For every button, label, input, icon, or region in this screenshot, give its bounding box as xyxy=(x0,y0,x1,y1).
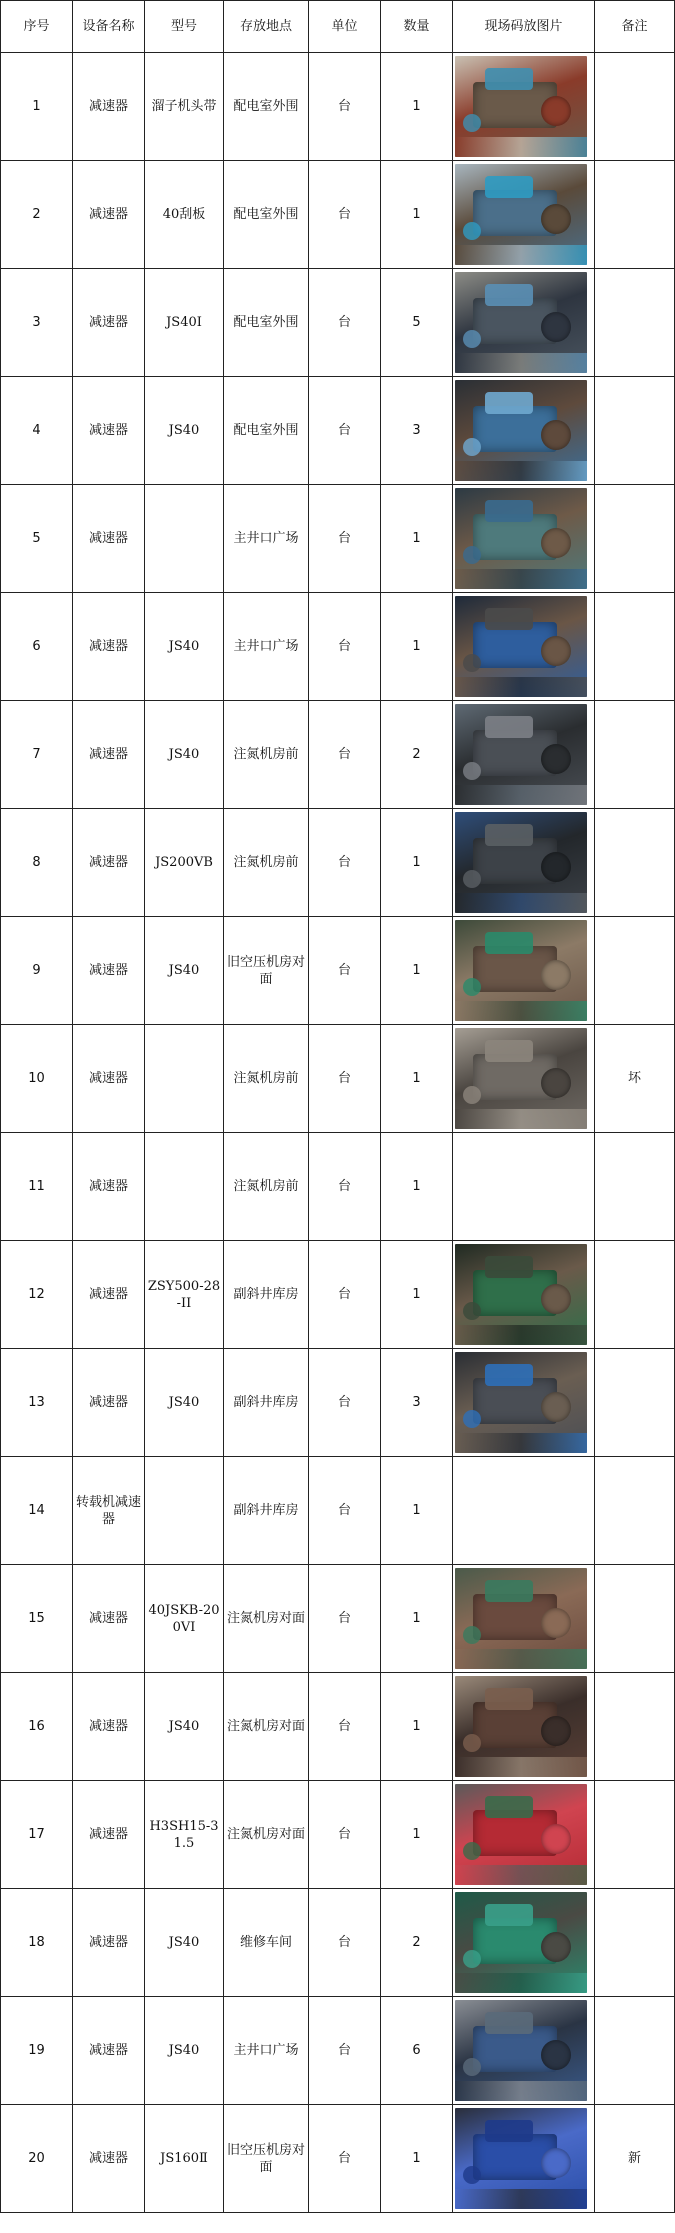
cell-model xyxy=(145,1025,224,1133)
cell-photo xyxy=(453,593,595,701)
cell-photo xyxy=(453,1133,595,1241)
table-row xyxy=(1,1133,675,1241)
cell-no: 7 xyxy=(1,701,73,809)
cell-qty: 1 xyxy=(381,161,453,269)
site-photo xyxy=(455,56,587,157)
cell-location: 副斜井库房 xyxy=(224,1457,309,1565)
site-photo xyxy=(455,164,587,265)
table-row xyxy=(1,809,675,917)
cell-no: 12 xyxy=(1,1241,73,1349)
cell-unit: 台 xyxy=(309,917,381,1025)
cell-no: 1 xyxy=(1,53,73,161)
cell-qty: 1 xyxy=(381,53,453,161)
cell-unit: 台 xyxy=(309,161,381,269)
cell-qty: 2 xyxy=(381,1889,453,1997)
cell-photo xyxy=(453,1349,595,1457)
cell-name: 减速器 xyxy=(73,1997,145,2105)
cell-name: 减速器 xyxy=(73,2105,145,2213)
cell-name: 减速器 xyxy=(73,917,145,1025)
cell-location: 旧空压机房对面 xyxy=(224,917,309,1025)
cell-no: 2 xyxy=(1,161,73,269)
cell-name: 减速器 xyxy=(73,1565,145,1673)
cell-location: 注氮机房前 xyxy=(224,809,309,917)
cell-remark xyxy=(595,269,675,377)
cell-location: 主井口广场 xyxy=(224,593,309,701)
cell-photo xyxy=(453,917,595,1025)
cell-qty: 1 xyxy=(381,1565,453,1673)
site-photo xyxy=(455,704,587,805)
cell-name: 减速器 xyxy=(73,1133,145,1241)
cell-model: ZSY500-28-II xyxy=(145,1241,224,1349)
cell-remark xyxy=(595,1673,675,1781)
cell-unit: 台 xyxy=(309,1133,381,1241)
site-photo xyxy=(455,2108,587,2209)
cell-unit: 台 xyxy=(309,593,381,701)
cell-unit: 台 xyxy=(309,1457,381,1565)
cell-qty: 6 xyxy=(381,1997,453,2105)
cell-unit: 台 xyxy=(309,809,381,917)
cell-location: 配电室外围 xyxy=(224,377,309,485)
table-row xyxy=(1,701,675,809)
cell-remark xyxy=(595,809,675,917)
cell-location: 注氮机房对面 xyxy=(224,1673,309,1781)
cell-name: 减速器 xyxy=(73,1673,145,1781)
cell-location: 维修车间 xyxy=(224,1889,309,1997)
cell-model: 40JSKB-200VI xyxy=(145,1565,224,1673)
cell-location: 副斜井库房 xyxy=(224,1349,309,1457)
cell-model: JS40 xyxy=(145,917,224,1025)
cell-model: JS40 xyxy=(145,1349,224,1457)
cell-photo xyxy=(453,1025,595,1133)
cell-name: 减速器 xyxy=(73,809,145,917)
cell-name: 减速器 xyxy=(73,161,145,269)
site-photo xyxy=(455,596,587,697)
cell-unit: 台 xyxy=(309,377,381,485)
cell-photo xyxy=(453,1565,595,1673)
cell-no: 19 xyxy=(1,1997,73,2105)
site-photo xyxy=(455,488,587,589)
table-row xyxy=(1,377,675,485)
cell-location: 注氮机房前 xyxy=(224,1025,309,1133)
site-photo xyxy=(455,1676,587,1777)
cell-unit: 台 xyxy=(309,53,381,161)
cell-no: 17 xyxy=(1,1781,73,1889)
table-row xyxy=(1,269,675,377)
cell-no: 18 xyxy=(1,1889,73,1997)
cell-remark xyxy=(595,1781,675,1889)
cell-name: 减速器 xyxy=(73,1025,145,1133)
cell-location: 配电室外围 xyxy=(224,269,309,377)
cell-name: 减速器 xyxy=(73,593,145,701)
header-remark: 备注 xyxy=(595,1,675,53)
cell-no: 4 xyxy=(1,377,73,485)
cell-photo xyxy=(453,1889,595,1997)
cell-remark xyxy=(595,1565,675,1673)
cell-photo xyxy=(453,1241,595,1349)
site-photo xyxy=(455,1892,587,1993)
cell-model: 溜子机头带 xyxy=(145,53,224,161)
cell-qty: 1 xyxy=(381,485,453,593)
header-no: 序号 xyxy=(1,1,73,53)
header-location: 存放地点 xyxy=(224,1,309,53)
site-photo xyxy=(455,1244,587,1345)
site-photo xyxy=(455,1028,587,1129)
cell-no: 3 xyxy=(1,269,73,377)
cell-remark xyxy=(595,161,675,269)
cell-qty: 1 xyxy=(381,1673,453,1781)
cell-name: 转载机减速器 xyxy=(73,1457,145,1565)
cell-location: 配电室外围 xyxy=(224,161,309,269)
cell-remark xyxy=(595,485,675,593)
table-row xyxy=(1,1025,675,1133)
cell-qty: 1 xyxy=(381,1781,453,1889)
table-row xyxy=(1,1565,675,1673)
cell-model xyxy=(145,1457,224,1565)
header-unit: 单位 xyxy=(309,1,381,53)
site-photo xyxy=(455,2000,587,2101)
table-row xyxy=(1,1997,675,2105)
cell-remark: 新 xyxy=(595,2105,675,2213)
cell-remark xyxy=(595,701,675,809)
cell-model: JS200VB xyxy=(145,809,224,917)
cell-qty: 3 xyxy=(381,377,453,485)
cell-no: 5 xyxy=(1,485,73,593)
cell-photo xyxy=(453,2105,595,2213)
cell-remark xyxy=(595,593,675,701)
cell-photo xyxy=(453,701,595,809)
cell-unit: 台 xyxy=(309,269,381,377)
table-row xyxy=(1,1349,675,1457)
header-model: 型号 xyxy=(145,1,224,53)
cell-model: JS40I xyxy=(145,269,224,377)
site-photo xyxy=(455,1568,587,1669)
site-photo xyxy=(455,1784,587,1885)
cell-model xyxy=(145,485,224,593)
table-row xyxy=(1,2105,675,2213)
site-photo xyxy=(455,812,587,913)
cell-no: 9 xyxy=(1,917,73,1025)
cell-remark xyxy=(595,1133,675,1241)
cell-photo xyxy=(453,377,595,485)
site-photo xyxy=(455,272,587,373)
cell-name: 减速器 xyxy=(73,1241,145,1349)
cell-photo xyxy=(453,269,595,377)
cell-location: 副斜井库房 xyxy=(224,1241,309,1349)
cell-remark xyxy=(595,377,675,485)
cell-photo xyxy=(453,1997,595,2105)
cell-remark xyxy=(595,1997,675,2105)
cell-name: 减速器 xyxy=(73,1889,145,1997)
cell-name: 减速器 xyxy=(73,485,145,593)
cell-name: 减速器 xyxy=(73,1349,145,1457)
cell-no: 15 xyxy=(1,1565,73,1673)
cell-qty: 1 xyxy=(381,1241,453,1349)
table-row xyxy=(1,53,675,161)
cell-remark xyxy=(595,1889,675,1997)
cell-no: 20 xyxy=(1,2105,73,2213)
cell-model: 40刮板 xyxy=(145,161,224,269)
cell-photo xyxy=(453,1673,595,1781)
cell-remark xyxy=(595,917,675,1025)
cell-unit: 台 xyxy=(309,1781,381,1889)
site-photo xyxy=(455,380,587,481)
cell-no: 14 xyxy=(1,1457,73,1565)
site-photo xyxy=(455,1352,587,1453)
cell-qty: 2 xyxy=(381,701,453,809)
cell-model: JS40 xyxy=(145,1673,224,1781)
cell-location: 配电室外围 xyxy=(224,53,309,161)
cell-name: 减速器 xyxy=(73,1781,145,1889)
cell-no: 8 xyxy=(1,809,73,917)
cell-location: 主井口广场 xyxy=(224,485,309,593)
cell-photo xyxy=(453,1781,595,1889)
cell-photo xyxy=(453,809,595,917)
cell-location: 注氮机房前 xyxy=(224,701,309,809)
cell-model: JS160Ⅱ xyxy=(145,2105,224,2213)
cell-unit: 台 xyxy=(309,1889,381,1997)
cell-unit: 台 xyxy=(309,1997,381,2105)
cell-photo xyxy=(453,1457,595,1565)
cell-location: 旧空压机房对面 xyxy=(224,2105,309,2213)
cell-unit: 台 xyxy=(309,1673,381,1781)
cell-unit: 台 xyxy=(309,1349,381,1457)
table-row xyxy=(1,1781,675,1889)
site-photo xyxy=(455,920,587,1021)
cell-location: 注氮机房前 xyxy=(224,1133,309,1241)
table-body xyxy=(1,53,675,2213)
cell-qty: 1 xyxy=(381,809,453,917)
cell-unit: 台 xyxy=(309,1565,381,1673)
header-qty: 数量 xyxy=(381,1,453,53)
header-row xyxy=(1,1,675,53)
cell-no: 6 xyxy=(1,593,73,701)
cell-no: 11 xyxy=(1,1133,73,1241)
cell-unit: 台 xyxy=(309,1241,381,1349)
cell-location: 注氮机房对面 xyxy=(224,1565,309,1673)
header-name: 设备名称 xyxy=(73,1,145,53)
cell-name: 减速器 xyxy=(73,377,145,485)
cell-name: 减速器 xyxy=(73,269,145,377)
table-row xyxy=(1,1241,675,1349)
cell-remark xyxy=(595,1457,675,1565)
cell-unit: 台 xyxy=(309,1025,381,1133)
table-row xyxy=(1,161,675,269)
cell-location: 注氮机房对面 xyxy=(224,1781,309,1889)
header-photo: 现场码放图片 xyxy=(453,1,595,53)
cell-qty: 5 xyxy=(381,269,453,377)
cell-photo xyxy=(453,485,595,593)
cell-qty: 1 xyxy=(381,1133,453,1241)
table-row xyxy=(1,917,675,1025)
cell-no: 13 xyxy=(1,1349,73,1457)
cell-location: 主井口广场 xyxy=(224,1997,309,2105)
cell-qty: 1 xyxy=(381,593,453,701)
cell-qty: 1 xyxy=(381,1025,453,1133)
cell-remark xyxy=(595,53,675,161)
table-row xyxy=(1,1457,675,1565)
cell-unit: 台 xyxy=(309,2105,381,2213)
cell-no: 16 xyxy=(1,1673,73,1781)
cell-name: 减速器 xyxy=(73,53,145,161)
cell-qty: 1 xyxy=(381,1457,453,1565)
cell-qty: 1 xyxy=(381,2105,453,2213)
cell-model: JS40 xyxy=(145,1997,224,2105)
cell-unit: 台 xyxy=(309,701,381,809)
table-row xyxy=(1,1889,675,1997)
cell-unit: 台 xyxy=(309,485,381,593)
cell-photo xyxy=(453,161,595,269)
table-row xyxy=(1,593,675,701)
cell-model: JS40 xyxy=(145,593,224,701)
cell-remark xyxy=(595,1349,675,1457)
table-row xyxy=(1,1673,675,1781)
cell-model: JS40 xyxy=(145,701,224,809)
cell-remark: 坏 xyxy=(595,1025,675,1133)
cell-remark xyxy=(595,1241,675,1349)
cell-no: 10 xyxy=(1,1025,73,1133)
cell-qty: 3 xyxy=(381,1349,453,1457)
cell-model: JS40 xyxy=(145,1889,224,1997)
table-row xyxy=(1,485,675,593)
cell-photo xyxy=(453,53,595,161)
cell-model xyxy=(145,1133,224,1241)
cell-qty: 1 xyxy=(381,917,453,1025)
cell-model: JS40 xyxy=(145,377,224,485)
cell-model: H3SH15-31.5 xyxy=(145,1781,224,1889)
cell-name: 减速器 xyxy=(73,701,145,809)
